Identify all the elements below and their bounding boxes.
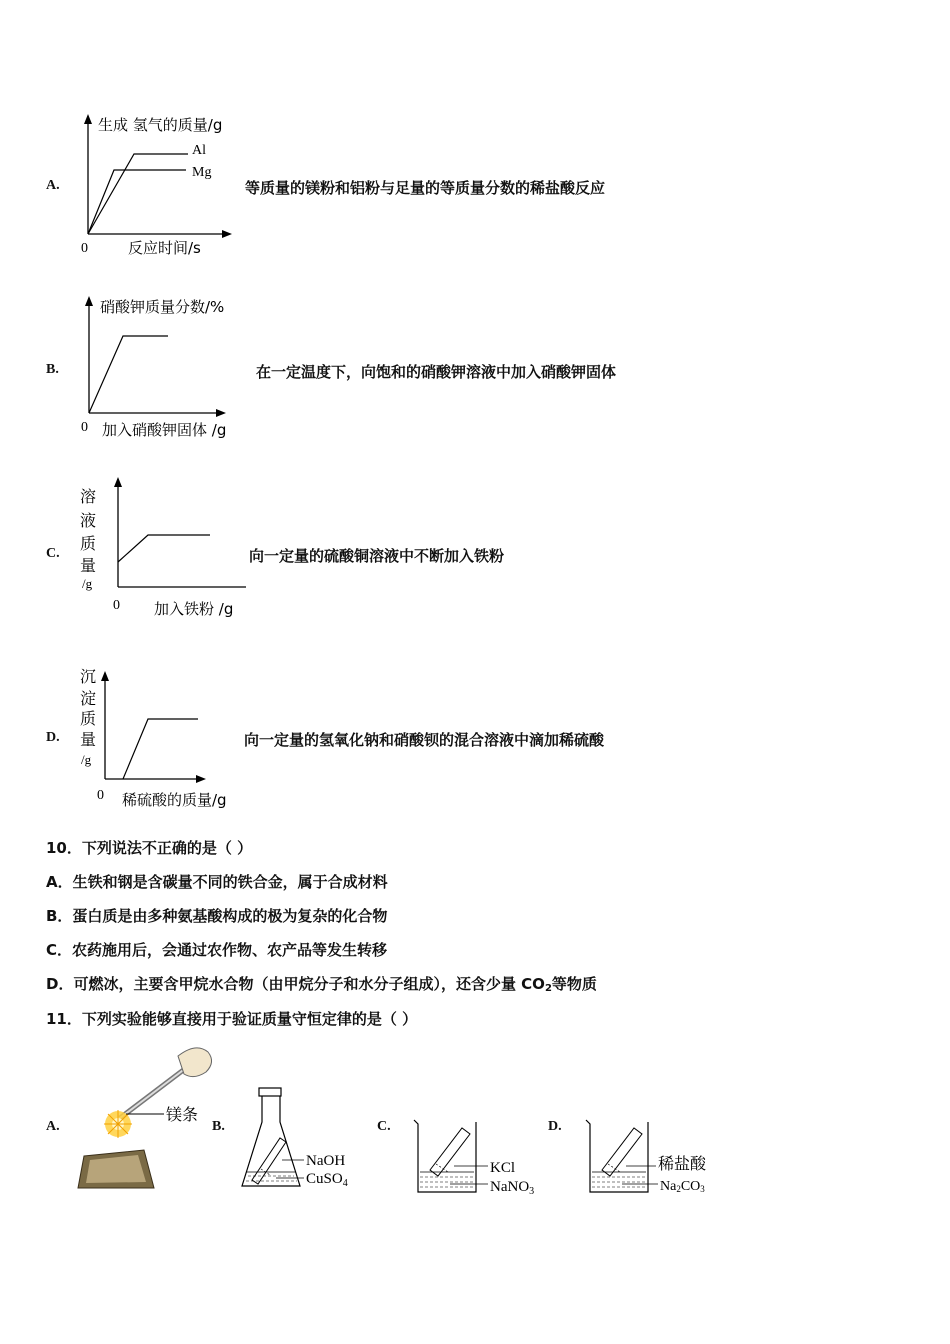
graph-b-y-arrow — [85, 296, 93, 306]
option-a-label: A. — [46, 178, 60, 193]
graph-d-origin: 0 — [97, 788, 104, 803]
q11-figure-d — [582, 1116, 727, 1196]
graph-c-ylabel-5: /g — [82, 576, 93, 591]
graph-b-line — [89, 336, 168, 413]
graph-a-series-al: Al — [192, 143, 206, 158]
test-tube — [252, 1138, 286, 1184]
graph-b — [76, 292, 251, 442]
graph-d-xlabel: 稀硫酸的质量/g — [122, 791, 227, 809]
graph-c-y-arrow — [114, 477, 122, 487]
q11-b-top-label: NaOH — [306, 1153, 346, 1169]
graph-c-ylabel-2: 液 — [80, 511, 97, 530]
q11-stem: 11．下列实验能够直接用于验证质量守恒定律的是（ ） — [46, 1010, 418, 1028]
graph-a-line-mg — [88, 170, 186, 234]
option-a-description: 等质量的镁粉和铝粉与足量的等质量分数的稀盐酸反应 — [245, 179, 606, 197]
graph-d — [76, 660, 246, 812]
graph-a-line-al — [88, 154, 188, 234]
q11-c-bottom-label: NaNO$_3$ — [490, 1179, 535, 1196]
graph-c — [76, 472, 251, 622]
graph-d-ylabel-2: 淀 — [80, 689, 97, 708]
graph-b-origin: 0 — [81, 420, 88, 435]
option-c-label: C. — [46, 546, 60, 561]
q11-d-top-label: 稀盐酸 — [658, 1154, 707, 1173]
graph-b-x-arrow — [216, 409, 226, 417]
q11-c-top-label: KCl — [490, 1160, 516, 1176]
graph-d-ylabel-5: /g — [81, 752, 92, 767]
q11-figure-a — [74, 1038, 224, 1193]
q11-option-a-label: A. — [46, 1119, 60, 1134]
test-tube — [430, 1128, 470, 1176]
graph-d-y-arrow — [101, 671, 109, 681]
q10-stem: 10．下列说法不正确的是（ ） — [46, 839, 253, 857]
stopper — [259, 1088, 281, 1096]
graph-a-series-mg: Mg — [192, 165, 212, 180]
graph-a-xlabel: 反应时间/s — [128, 239, 201, 257]
graph-c-ylabel-4: 量 — [80, 556, 97, 575]
option-d-description: 向一定量的氢氧化钠和硝酸钡的混合溶液中滴加稀硫酸 — [244, 731, 605, 749]
graph-d-ylabel-3: 质 — [80, 709, 97, 728]
graph-a-ylabel: 生成 氢气的质量/g — [98, 116, 223, 134]
q11-a-label-text: 镁条 — [166, 1105, 199, 1124]
test-tube — [602, 1128, 642, 1176]
q11-figure-c — [410, 1116, 555, 1196]
q10-option-c: C．农药施用后，会通过农作物、农产品等发生转移 — [46, 941, 388, 959]
graph-d-ylabel-1: 沉 — [80, 667, 97, 686]
graph-c-xlabel: 加入铁粉 /g — [154, 600, 234, 618]
graph-a-y-arrow — [84, 114, 92, 124]
q11-figure-b — [236, 1086, 366, 1194]
graph-a — [76, 110, 246, 265]
graph-c-ylabel-1: 溶 — [80, 487, 97, 506]
option-b-label: B. — [46, 362, 59, 377]
q11-option-b-label: B. — [212, 1119, 225, 1134]
hand — [178, 1048, 212, 1077]
graph-a-x-arrow — [222, 230, 232, 238]
q11-b-bottom-label: CuSO$_4$ — [306, 1171, 348, 1189]
q10-option-a: A．生铁和钢是含碳量不同的铁合金，属于合成材料 — [46, 873, 388, 891]
option-c-description: 向一定量的硫酸铜溶液中不断加入铁粉 — [249, 547, 505, 565]
graph-a-origin: 0 — [81, 241, 88, 256]
q10-option-b: B．蛋白质是由多种氨基酸构成的极为复杂的化合物 — [46, 907, 388, 925]
graph-c-origin: 0 — [113, 598, 120, 613]
beaker — [414, 1120, 476, 1192]
q11-d-bottom-label: Na2CO3 — [660, 1179, 705, 1194]
graph-d-ylabel-4: 量 — [80, 730, 97, 749]
graph-b-xlabel: 加入硝酸钾固体 /g — [102, 421, 227, 439]
q10-option-d: D．可燃冰，主要含甲烷水合物（由甲烷分子和水分子组成），还含少量 $CO_2$等物质 — [46, 975, 597, 994]
graph-c-ylabel-3: 质 — [80, 534, 97, 553]
beaker — [586, 1120, 648, 1192]
graph-c-line — [118, 535, 210, 562]
q11-option-c-label: C. — [377, 1119, 391, 1134]
graph-d-line — [123, 719, 198, 779]
graph-d-x-arrow — [196, 775, 206, 783]
graph-b-ylabel: 硝酸钾质量分数/% — [100, 298, 225, 316]
option-d-label: D. — [46, 730, 60, 745]
option-b-description: 在一定温度下，向饱和的硝酸钾溶液中加入硝酸钾固体 — [256, 363, 617, 381]
conical-flask — [242, 1096, 300, 1186]
q11-option-d-label: D. — [548, 1119, 562, 1134]
